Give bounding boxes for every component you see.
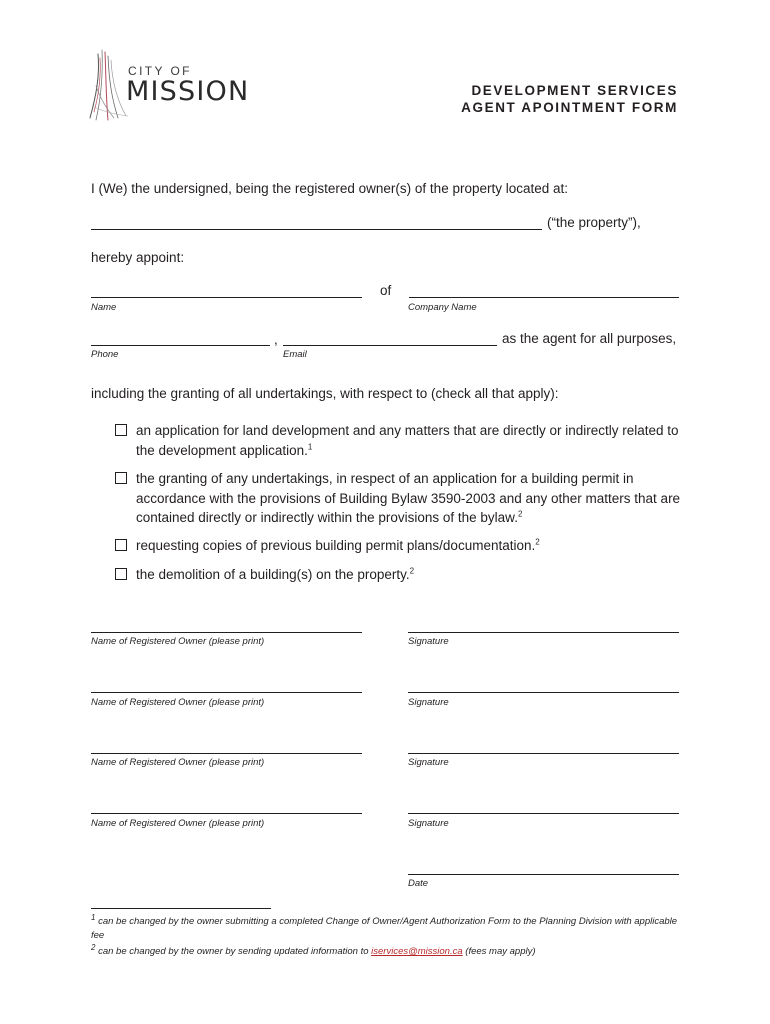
email-label: Email <box>283 349 307 360</box>
agent-name-line[interactable] <box>91 297 362 298</box>
option-building-permit-checkbox[interactable] <box>115 472 127 484</box>
option-land-development-checkbox[interactable] <box>115 424 127 436</box>
owner-name-label-2: Name of Registered Owner (please print) <box>91 697 265 708</box>
property-suffix-text: (“the property”), <box>547 215 641 230</box>
phone-label: Phone <box>91 349 119 360</box>
option-land-development: an application for land development and any matters that are directly or indirectly related to the development application.$^1$ <box>136 423 679 458</box>
signature-label-4: Signature <box>408 818 449 829</box>
logo-tree-icon <box>88 46 128 124</box>
logo-city-text: CITY OF <box>128 64 192 78</box>
city-of-mission-logo <box>88 46 278 124</box>
logo-mission-text: MISSION <box>126 76 250 107</box>
phone-line[interactable] <box>91 345 270 346</box>
signature-line-2[interactable] <box>408 692 679 693</box>
signature-label-2: Signature <box>408 697 449 708</box>
signature-line-1[interactable] <box>408 632 679 633</box>
company-name-label: Company Name <box>408 302 477 313</box>
name-label: Name <box>91 302 117 313</box>
signature-label-1: Signature <box>408 636 449 647</box>
signature-line-4[interactable] <box>408 813 679 814</box>
owner-name-label-3: Name of Registered Owner (please print) <box>91 757 265 768</box>
owner-name-label-1: Name of Registered Owner (please print) <box>91 636 265 647</box>
agent-suffix-text: as the agent for all purposes, <box>502 331 677 346</box>
owner-name-line-2[interactable] <box>91 692 362 693</box>
owner-name-line-1[interactable] <box>91 632 362 633</box>
option-building-permit: the granting of any undertakings, in respect of an application for a building permit in accordance with the provisions of Building Bylaw 3590-2003 and any other matters that are contained directly or indirectly within the provisions of the bylaw.$^2$ <box>136 471 681 525</box>
option-copies: requesting copies of previous building permit plans/documentation.$^2$ <box>136 537 540 553</box>
appoint-text: hereby appoint: <box>91 250 185 265</box>
property-address-line[interactable] <box>91 229 542 230</box>
form-title-line1: DEVELOPMENT SERVICES <box>471 83 678 98</box>
intro-text: I (We) the undersigned, being the registered owner(s) of the property located at: <box>91 181 569 196</box>
signature-label-3: Signature <box>408 757 449 768</box>
footnote-2: $^2$ can be changed by the owner by sending updated information to iservices@mission.ca (fees may apply) <box>91 942 536 957</box>
form-title-line2: AGENT APOINTMENT FORM <box>461 100 678 115</box>
email-link[interactable]: iservices@mission.ca <box>371 946 463 957</box>
comma-text: , <box>274 332 278 347</box>
email-line[interactable] <box>283 345 497 346</box>
company-name-line[interactable] <box>409 297 679 298</box>
owner-name-label-4: Name of Registered Owner (please print) <box>91 818 265 829</box>
option-demolition: the demolition of a building(s) on the property.$^2$ <box>136 566 415 582</box>
owner-name-line-4[interactable] <box>91 813 362 814</box>
of-text: of <box>380 283 392 298</box>
option-copies-checkbox[interactable] <box>115 539 127 551</box>
option-demolition-checkbox[interactable] <box>115 568 127 580</box>
date-line[interactable] <box>408 874 679 875</box>
owner-name-line-3[interactable] <box>91 753 362 754</box>
signature-line-3[interactable] <box>408 753 679 754</box>
including-text: including the granting of all undertakings, with respect to (check all that apply): <box>91 386 559 401</box>
footnote-divider <box>91 908 271 909</box>
footnote-1: $^1$ can be changed by the owner submitting a completed Change of Owner/Agent Authorization Form to the Planning Division with applicable fee <box>91 912 678 941</box>
date-label: Date <box>408 878 429 889</box>
